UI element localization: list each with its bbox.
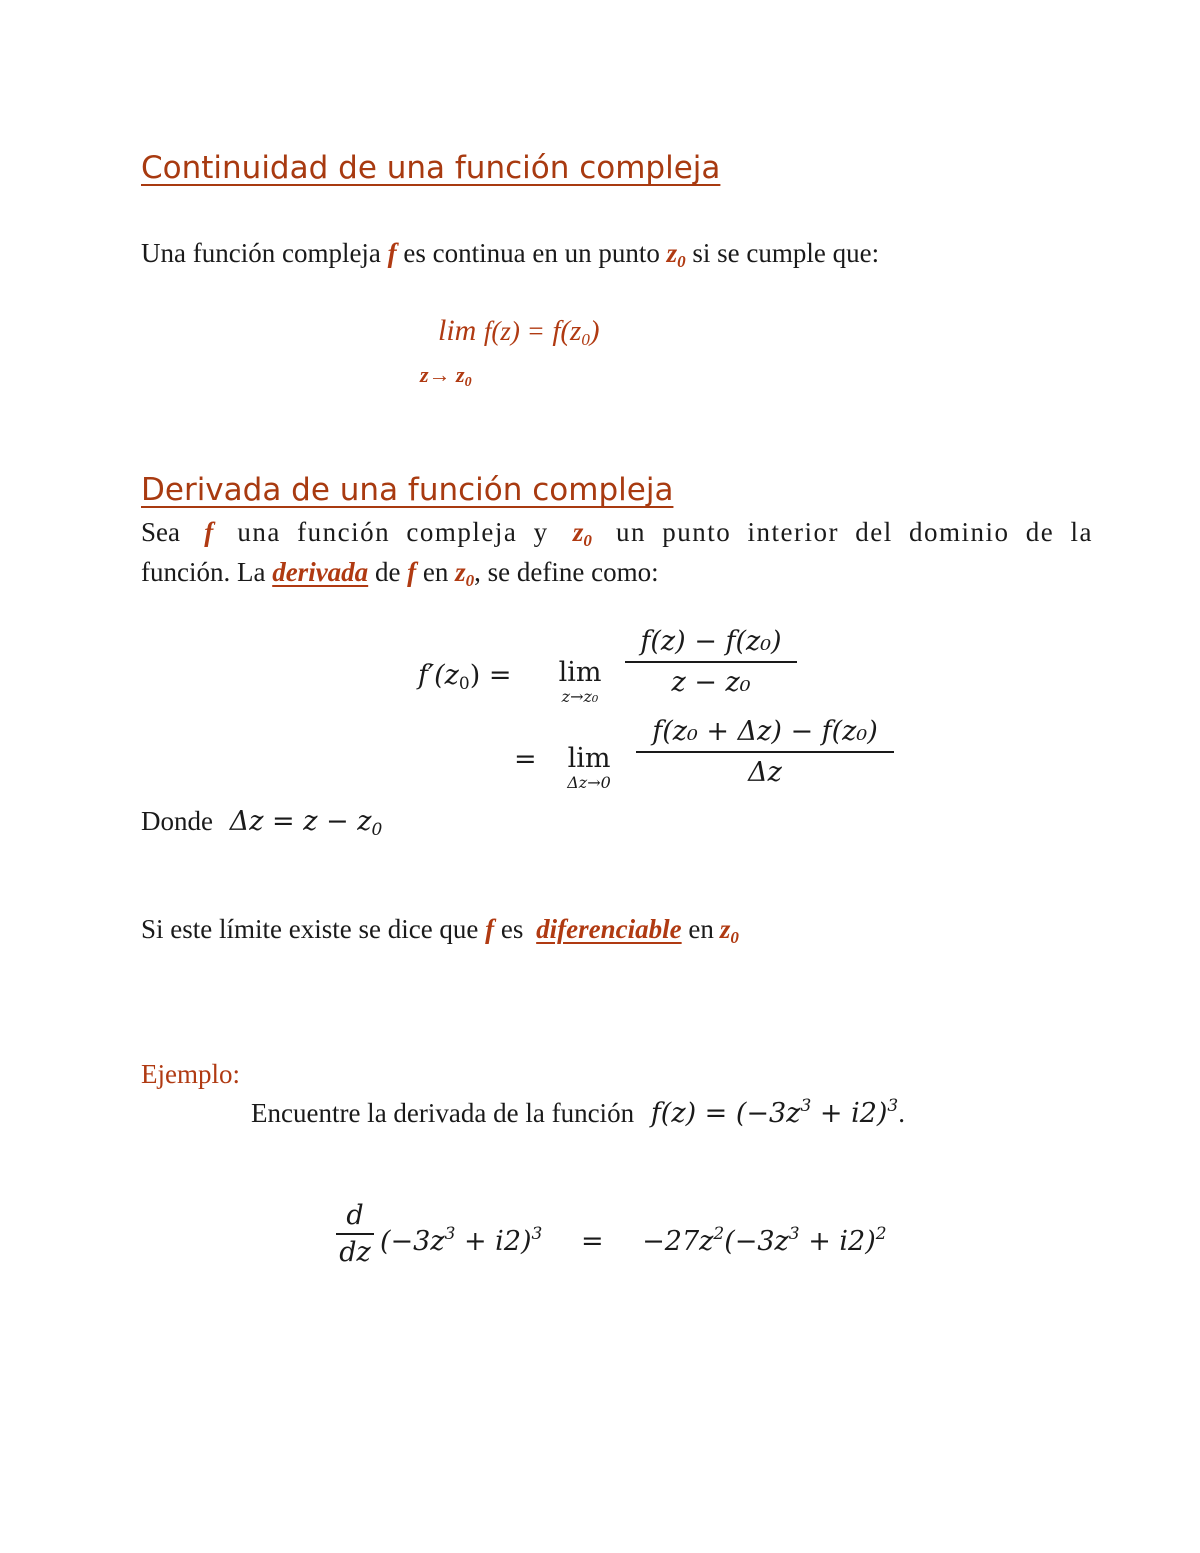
example-prompt: Encuentre la derivada de la función $f(z) = (-3z^3 + i2)^3$. [251,1096,905,1129]
term-diferenciable: diferenciable [536,914,682,944]
continuity-limit-subscript: $z\to z_0$ [420,362,472,390]
derivative-definition-line1: Sea f una función compleja y $z_0$ un punto interior del dominio de la [141,517,1093,550]
donde-line: Donde $\Delta z = z - z_0$ [141,806,383,840]
heading-continuidad: Continuidad de una función compleja [141,150,721,186]
continuity-limit: $\lim f(z) = f(z_0)$ [438,314,600,349]
eq1-fraction: f(z) − f(z₀) z − z₀ [625,626,797,698]
differentiable-statement: Si este límite existe se dice que f es diferenciable en $z_0$ [141,914,739,947]
example-solution: $(-3z^3 + i2)^3 = -27z^2(-3z^3 + i2)^2$ [380,1224,887,1257]
symbol-f: f [387,238,397,268]
example-label: Ejemplo: [141,1059,240,1089]
eq2-equals: = [514,744,537,775]
term-derivada: derivada [272,557,369,587]
eq2-lim: lim Δz→0 [567,743,611,792]
heading-derivada: Derivada de una función compleja [141,472,674,508]
symbol-z0: $z_0$ [666,238,686,271]
continuity-definition: Una función compleja f es continua en un punto $z_0$ si se cumple que: [141,238,880,271]
eq2-fraction: f(z₀ + Δz) − f(z₀) Δz [636,716,894,788]
derivative-definition-line2: función. La derivada de f en $z_0$, se define como: [141,557,659,590]
eq1-lhs: $f'(z_0)$ = [418,660,512,694]
d-dz-operator: d dz [336,1200,374,1268]
eq1-lim: lim z→z₀ [558,657,602,706]
